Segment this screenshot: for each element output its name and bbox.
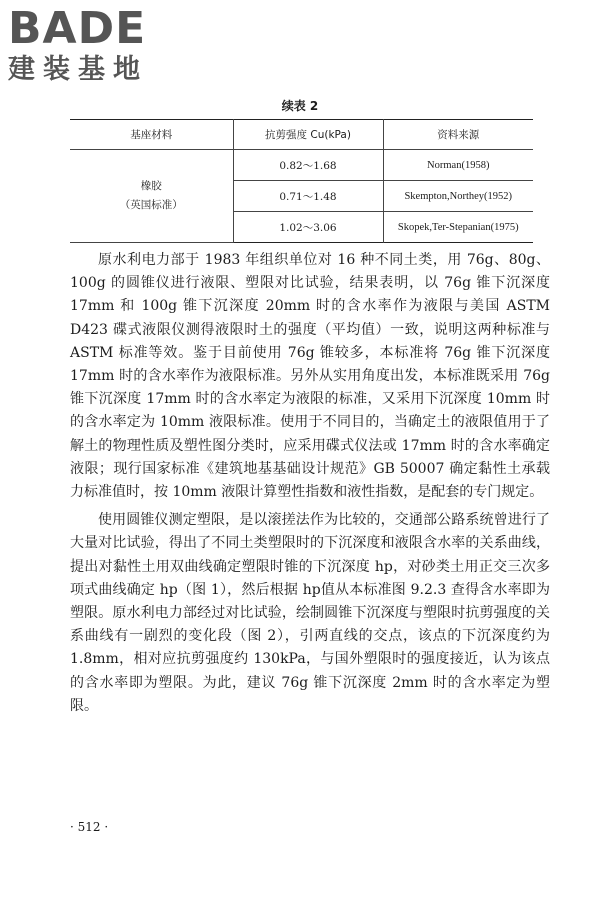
strength-cell: 1.02～3.06: [233, 212, 383, 243]
data-table: [70, 119, 533, 243]
header-source: 资料来源: [383, 120, 533, 150]
body-text: [70, 249, 550, 718]
logo-wordmark: BADE: [8, 3, 147, 54]
table-row: [70, 150, 533, 181]
table-caption: 续表 2: [281, 99, 319, 113]
table-header-row: [70, 120, 533, 150]
logo-subtitle: 建装基地: [8, 54, 148, 85]
material-name: 橡胶: [140, 180, 162, 192]
material-standard: （英国标准）: [119, 199, 183, 211]
material-cell: [70, 150, 233, 243]
header-strength: 抗剪强度 Cu(kPa): [233, 120, 383, 150]
paragraph: 使用圆锥仪测定塑限，是以滚搓法作为比较的，交通部公路系统曾进行了大量对比试验，得出了不同土类塑限时的下沉深度和液限含水率的关系曲线，提出对黏性土用双曲线确定塑限时锥的下沉深度 hp，对砂类土用正交三次多项式曲线确定 hp（图 1），然后根据 hp值从本标准图 9.2.3 查得含水率即为塑限。原水利电力部经过对比试验，绘制圆锥下沉深度与塑限时抗剪强度的关系曲线有一剧烈的变化段（图 2），引两直线的交点，该点的下沉深度约为 1.8mm，相对应抗剪强度约 130kPa，与国外塑限时的强度接近，认为该点的含水率即为塑限。为此，建议 76g 锥下沉深度 2mm 时的含水率定为塑限。: [70, 512, 550, 714]
source-cell: Norman(1958): [383, 150, 533, 181]
header-material: 基座材料: [70, 120, 233, 150]
strength-cell: 0.71～1.48: [233, 181, 383, 212]
source-cell: Skopek,Ter-Stepanian(1975): [383, 212, 533, 243]
logo: [8, 3, 148, 86]
page-number: · 512 ·: [70, 820, 109, 834]
paragraph: 原水利电力部于 1983 年组织单位对 16 种不同土类，用 76g、80g、100g 的圆锥仪进行液限、塑限对比试验，结果表明，以 76g 锥下沉深度 17mm 和 100g 锥下沉深度 20mm 时的含水率作为液限与美国 ASTM D423 碟式液限仪测得液限时土的强度（平均值）一致，说明这两种标准与 ASTM 标准等效。鉴于目前使用 76g 锥较多，本标准将 76g 锥下沉深度 17mm 时的含水率作为液限标准。另外从实用角度出发，本标准既采用 76g 锥下沉深度 17mm 时的含水率定为液限的标准，又采用下沉深度 10mm 时的含水率定为 10mm 液限标准。使用于不同目的，当确定土的液限值用于了解土的物理性质及塑性图分类时，应采用碟式仪法或 17mm 时的含水率确定液限；现行国家标准《建筑地基基础设计规范》GB 50007 确定黏性土承载力标准值时，按 10mm 液限计算塑性指数和液性指数，是配套的专门规定。: [70, 252, 550, 501]
source-cell: Skempton,Northey(1952): [383, 181, 533, 212]
strength-cell: 0.82～1.68: [233, 150, 383, 181]
